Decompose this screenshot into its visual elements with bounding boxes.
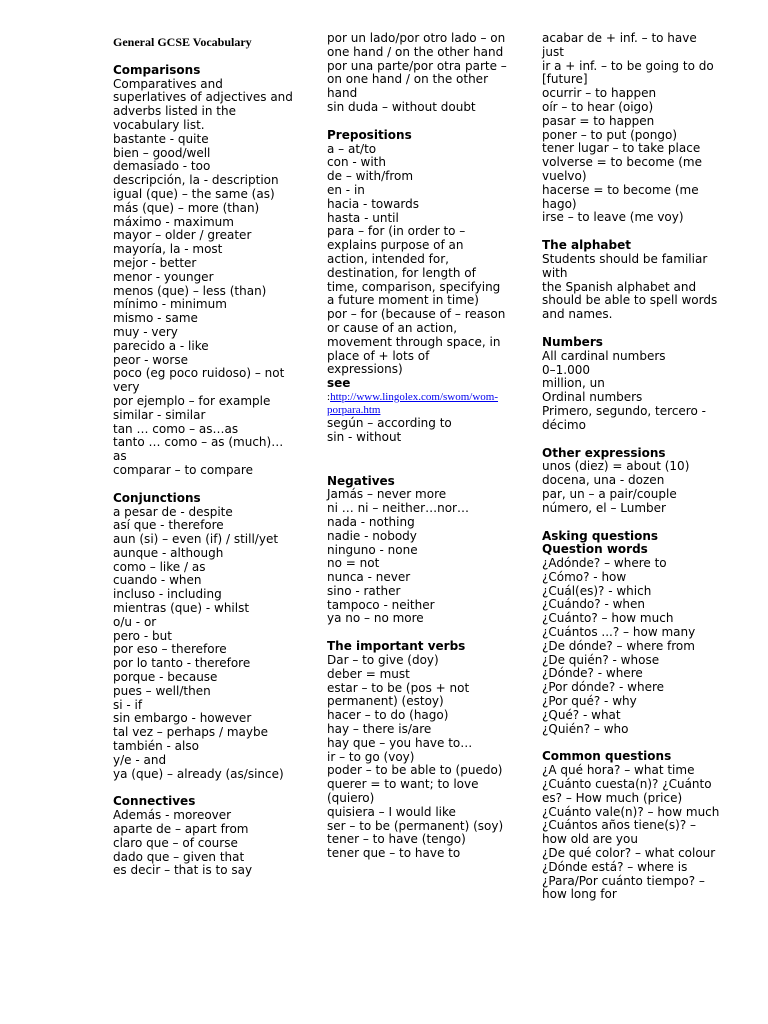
vocab-line: ni … ni – neither…nor… [327,501,469,516]
section-title: Prepositions [327,127,412,142]
vocab-line: Students should be familiar with [542,251,708,280]
vocab-line: ¿Cómo? - how [542,569,627,584]
vocab-line: ocurrir – to happen [542,86,657,101]
vocab-line: mínimo - minimum [113,297,227,312]
section-connectives [113,795,293,878]
vocab-line: ¿Por qué? - why [542,694,637,709]
vocab-line: ¿Qué? - what [542,707,621,722]
vocab-line: ir a + inf. – to be going to do [future] [542,58,714,87]
vocab-line: poco (eg poco ruidoso) – not very [113,366,285,395]
vocab-line: bastante - quite [113,131,209,146]
section-verb-phrases [542,32,722,225]
vocab-line: Ordinal numbers [542,390,643,405]
vocab-line: ser – to be (permanent) (soy) [327,818,504,833]
vocab-line: ¿A qué hora? – what time [542,763,695,778]
vocab-line: sin duda – without doubt [327,99,476,114]
section-por-lado [327,32,507,115]
vocab-line: y/e - and [113,752,167,767]
vocab-line: incluso - including [113,587,222,602]
vocab-line: menos (que) – less (than) [113,283,267,298]
lingolex-link[interactable]: http://www.lingolex.com/swom/wom-porpara.htm [327,390,499,416]
link-prefix: : [327,390,331,403]
section-title: Comparisons [113,62,201,77]
vocab-line: a pesar de - despite [113,504,233,519]
vocab-line: ya no – no more [327,611,424,626]
vocab-line: a – at/to [327,141,377,156]
vocab-line: hacerse = to become (me hago) [542,182,699,211]
vocab-line: aun (si) – even (if) / still/yet [113,532,279,547]
vocab-line: máximo - maximum [113,214,234,229]
vocab-line: ¿Adónde? – where to [542,556,667,571]
vocab-line: par, un – a pair/couple [542,486,677,501]
vocab-line: por eso – therefore [113,642,227,657]
vocab-line: con - with [327,155,386,170]
section-title: The alphabet [542,238,631,253]
section-title: Numbers [542,334,603,349]
vocab-line: tan … como – as…as [113,421,239,436]
vocab-line: parecido a - like [113,338,209,353]
vocab-line: ¿De quién? - whose [542,652,660,667]
vocab-line: similar - similar [113,407,206,422]
vocab-line: nada - nothing [327,514,415,529]
vocab-line: hacia - towards [327,196,420,211]
vocab-line: pero - but [113,628,172,643]
section-common-questions [542,750,722,902]
vocab-line: así que - therefore [113,518,224,533]
vocab-line: deber = must [327,666,410,681]
section-asking-questions [542,530,722,737]
prepositions-lines-after [327,417,507,445]
vocab-line: ¿Cuántos años tiene(s)? – how old are you [542,818,697,847]
vocab-line: según – according to [327,415,452,430]
vocab-line: demasiado - too [113,159,211,174]
vocab-line: ¿Cuánto vale(n)? – how much [542,804,720,819]
vocab-line: cuando - when [113,573,202,588]
vocab-line: nunca - never [327,570,411,585]
vocab-line: ¿Cuánto cuesta(n)? ¿Cuánto es? – How much (price) [542,777,712,805]
page-title: General GCSE Vocabulary [113,35,252,49]
vocab-line: hasta - until [327,210,399,225]
vocab-line: hay – there is/are [327,722,432,737]
reference-link-row [327,391,507,417]
vocab-line: nadie - nobody [327,528,417,543]
section-title: The important verbs [327,639,466,654]
vocab-line: poder – to be able to (puedo) [327,763,503,778]
vocab-line: ¿De qué color? – what colour [542,846,716,861]
vocab-line: bien – good/well [113,145,211,160]
vocab-line: 0–1.000 [542,362,590,377]
vocab-line: sin embargo - however [113,711,252,726]
vocab-line: más (que) – more (than) [113,200,260,215]
vocab-line: ya (que) – already (as/since) [113,766,284,781]
section-prepositions [327,129,507,445]
vocab-line: million, un [542,376,605,391]
vocab-line: Además - moreover [113,808,232,823]
section-alphabet [542,239,722,322]
see-label: see [327,376,351,391]
vocab-line: ¿Dónde está? – where is [542,859,688,874]
section-negatives [327,475,507,627]
section-title: Conjunctions [113,490,201,505]
vocab-line: o/u - or [113,614,157,629]
vocab-line: docena, una - dozen [542,473,665,488]
vocab-line: quisiera – I would like [327,804,456,819]
vocab-line: tener – to have (tengo) [327,832,466,847]
vocab-line: ¿De dónde? – where from [542,638,695,653]
vocab-line: menor - younger [113,269,214,284]
vocab-line: mayor – older / greater [113,228,252,243]
vocab-line: tampoco - neither [327,597,435,612]
vocab-line: estar – to be (pos + not permanent) (estoy) [327,680,470,709]
vocab-line: mismo - same [113,311,198,326]
vocab-line: ¿Por dónde? - where [542,680,665,695]
vocab-line: ¿Quién? – who [542,721,629,736]
vocab-line: por lo tanto - therefore [113,656,251,671]
vocab-line: tener que – to have to [327,846,461,861]
vocab-line: para – for (in order to – explains purpose of an action, intended for, destination, for length of time, comparison, specifying a future moment in time) [327,224,501,308]
vocab-line: muy - very [113,324,178,339]
vocab-line: Jamás – never more [327,487,447,502]
vocab-line: ¿Cuánto? – how much [542,611,674,626]
vocab-line: oír – to hear (oigo) [542,99,654,114]
vocab-line: hacer – to do (hago) [327,708,449,723]
vocab-line: mientras (que) - whilst [113,601,250,616]
vocab-line: por – for (because of – reason or cause of an action, movement through space, in place of + lots of expressions) [327,307,506,377]
vocab-line: tanto … como – as (much)… as [113,435,284,464]
vocab-line: Comparatives and superlatives of adjectives and adverbs listed in the vocabulary list. [113,76,293,132]
section-comparisons [113,64,293,478]
vocab-line: por un lado/por otro lado – on one hand / on the other hand [327,31,506,59]
section-title: Connectives [113,794,196,809]
vocab-line: porque - because [113,670,218,685]
vocab-line: Dar – to give (doy) [327,653,439,668]
vocab-line: tener lugar – to take place [542,141,701,156]
vocab-line: volverse = to become (me vuelvo) [542,155,702,183]
vocab-line: pasar = to happen [542,113,655,128]
section-conjunctions [113,492,293,782]
vocab-line: pues – well/then [113,683,211,698]
vocab-line: no = not [327,556,380,571]
vocab-line: dado que – given that [113,849,245,864]
vocab-line: unos (diez) = about (10) [542,459,690,474]
column-2 [327,32,507,875]
vocab-line: claro que – of course [113,835,238,850]
vocab-line: ¿Cuál(es)? - which [542,583,652,598]
vocab-line: mayoría, la - most [113,242,223,257]
vocab-line: irse – to leave (me voy) [542,210,684,225]
column-3 [542,32,722,916]
vocab-line: comparar – to compare [113,462,253,477]
vocab-line: también - also [113,739,199,754]
vocab-line: descripción, la - description [113,173,279,188]
vocab-line: ninguno - none [327,542,418,557]
vocab-line: por una parte/por otra parte – on one hand / on the other hand [327,58,507,101]
vocab-line: acabar de + inf. – to have just [542,31,697,59]
vocab-line: ¿Para/Por cuánto tiempo? – how long for [542,873,705,902]
section-title: Other expressions [542,445,666,460]
section-important-verbs [327,640,507,861]
section-subtitle: Question words [542,542,648,557]
vocab-line: por ejemplo – for example [113,393,271,408]
prepositions-lines [327,143,507,378]
vocab-line: poner – to put (pongo) [542,127,677,142]
vocab-line: aunque - although [113,545,224,560]
vocab-line: sin - without [327,429,402,444]
vocab-line: ¿Cuándo? - when [542,597,646,612]
vocab-line: es decir – that is to say [113,863,253,878]
vocab-line: aparte de – apart from [113,822,249,837]
vocab-line: si - if [113,697,143,712]
vocab-line: ¿Cuántos ...? – how many [542,625,696,640]
vocab-line: de – with/from [327,169,414,184]
section-title: Common questions [542,749,672,764]
column-1 [113,32,293,892]
section-title: Negatives [327,473,395,488]
vocab-line: the Spanish alphabet and should be able to spell words and names. [542,279,718,322]
section-title: Asking questions [542,528,659,543]
vocab-line: hay que – you have to… [327,735,473,750]
vocab-line: tal vez – perhaps / maybe [113,725,268,740]
vocab-line: sino - rather [327,583,401,598]
vocab-line: en - in [327,182,365,197]
vocab-line: peor - worse [113,352,188,367]
vocab-line: ir – to go (voy) [327,749,415,764]
vocab-line: número, el – Lumber [542,500,666,515]
vocab-line: mejor - better [113,255,197,270]
vocab-line: querer = to want; to love (quiero) [327,777,479,806]
vocab-line: como – like / as [113,559,206,574]
vocab-line: ¿Dónde? - where [542,666,643,681]
vocab-line: Primero, segundo, tercero - décimo [542,403,706,432]
vocab-line: igual (que) – the same (as) [113,186,275,201]
section-numbers [542,336,722,433]
vocab-line: All cardinal numbers [542,348,666,363]
section-other-expressions [542,447,722,516]
